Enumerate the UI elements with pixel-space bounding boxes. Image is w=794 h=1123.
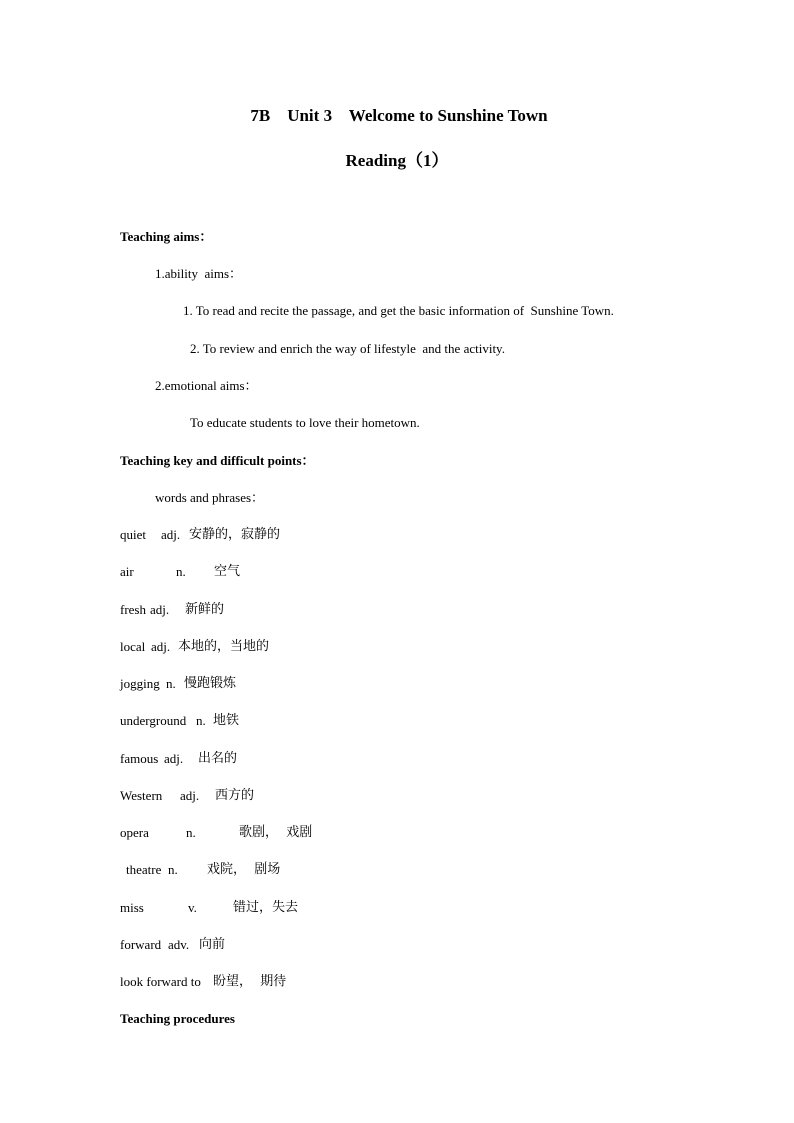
vocab-pos: n.: [196, 713, 206, 728]
document-title: 7B Unit 3 Welcome to Sunshine Town: [250, 106, 548, 125]
vocab-pos: adj.: [164, 751, 184, 766]
vocab-meaning: 戏院， 剧场: [207, 862, 281, 877]
vocab-row: [120, 713, 520, 729]
vocab-word: opera: [120, 825, 149, 840]
vocab-row: [120, 676, 520, 692]
vocab-pos: adj.: [180, 788, 200, 803]
vocab-word: theatre: [126, 862, 162, 877]
vocab-meaning: 空气: [214, 564, 241, 579]
vocab-row: [120, 937, 520, 953]
vocab-meaning: 本地的，当地的: [178, 639, 270, 654]
vocab-meaning: 西方的: [215, 788, 255, 803]
vocab-meaning: 错过，失去: [233, 900, 299, 915]
vocab-word: underground: [120, 713, 187, 728]
vocab-pos: adv.: [168, 937, 190, 952]
ability-aims-label: 1.ability aims：: [155, 266, 243, 281]
vocab-pos: n.: [176, 564, 186, 579]
vocab-row: [120, 602, 520, 618]
vocab-pos: n.: [186, 825, 196, 840]
vocab-word: forward: [120, 937, 162, 952]
vocab-word: look forward to: [120, 974, 201, 989]
vocab-meaning: 歌剧， 戏剧: [239, 825, 313, 840]
key-points-heading: Teaching key and difficult points：: [120, 453, 315, 468]
vocab-pos: adj.: [151, 639, 171, 654]
vocab-word: famous: [120, 751, 159, 766]
emotional-aim-1: To educate students to love their hometown.: [190, 415, 420, 430]
vocab-pos: v.: [188, 900, 197, 915]
vocab-pos: n.: [168, 862, 178, 877]
vocab-word: quiet: [120, 527, 146, 542]
vocab-row: [120, 974, 520, 990]
vocab-meaning: 安静的，寂静的: [189, 527, 281, 542]
vocab-row: [120, 862, 520, 878]
teaching-aims-heading: Teaching aims：: [120, 229, 213, 244]
ability-aim-2: 2. To review and enrich the way of lifestyle and the activity.: [190, 341, 505, 356]
vocab-row: [120, 900, 520, 916]
vocab-row: [120, 751, 520, 767]
vocab-meaning: 出名的: [198, 751, 238, 766]
vocab-row: [120, 639, 520, 655]
vocab-meaning: 新鲜的: [185, 602, 225, 617]
vocab-meaning: 地铁: [213, 713, 240, 728]
vocab-pos: adj.: [161, 527, 181, 542]
vocab-meaning: 向前: [199, 937, 226, 952]
words-phrases-label: words and phrases：: [155, 490, 265, 505]
document-subtitle: Reading（1）: [345, 151, 449, 170]
vocab-meaning: 慢跑锻炼: [184, 676, 237, 691]
vocab-word: local: [120, 639, 146, 654]
vocab-row: [120, 788, 520, 804]
vocab-row: [120, 564, 520, 580]
vocab-word: miss: [120, 900, 144, 915]
vocab-meaning: 盼望， 期待: [213, 974, 287, 989]
teaching-procedures-heading: Teaching procedures: [120, 1011, 235, 1026]
vocab-word: jogging: [120, 676, 160, 691]
vocab-pos: adj.: [150, 602, 170, 617]
vocab-row: [120, 527, 520, 543]
vocab-word: Western: [120, 788, 163, 803]
vocab-word: air: [120, 564, 134, 579]
vocab-pos: n.: [166, 676, 176, 691]
vocab-row: [120, 825, 520, 841]
ability-aim-1: 1. To read and recite the passage, and get the basic information of Sunshine Town.: [183, 303, 614, 318]
emotional-aims-label: 2.emotional aims：: [155, 378, 258, 393]
vocab-word: fresh: [120, 602, 146, 617]
